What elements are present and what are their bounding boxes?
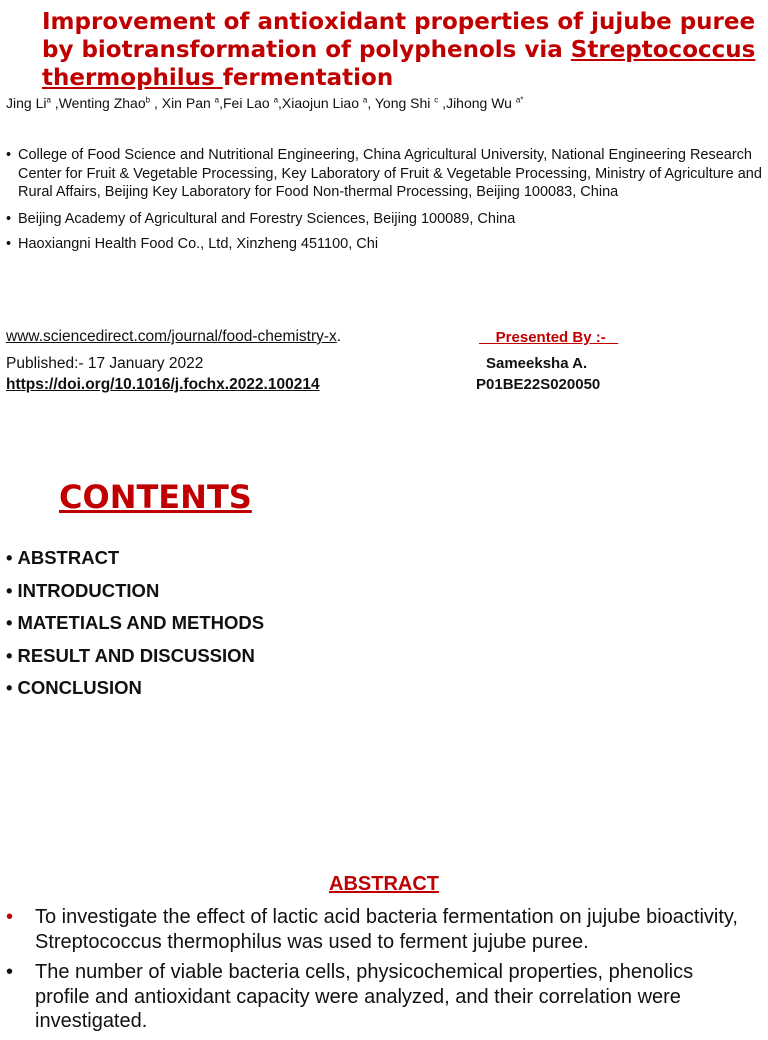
- author-name: Jing Li: [6, 95, 47, 111]
- affiliation-item: • College of Food Science and Nutritional Engineering, China Agricultural University, National Engineering Research Center for Fruit & Vegetable Processing, Key Laboratory of Fruit & Vegetable Processing, Ministry of Agriculture and Rural Affairs, Beijing Key Laboratory for Food Non-thermal Processing, Beijing 100083, China: [6, 146, 762, 202]
- author-affiliation-mark: a: [273, 95, 279, 105]
- journal-link[interactable]: www.sciencedirect.com/journal/food-chemistry-x: [6, 328, 337, 345]
- bullet-icon: •: [6, 906, 14, 928]
- affiliation-item: • Beijing Academy of Agricultural and Forestry Sciences, Beijing 100089, China: [6, 210, 762, 229]
- paper-title: [42, 8, 758, 92]
- title-text-end: fermentation: [222, 65, 394, 91]
- contents-item: • INTRODUCTION: [6, 580, 264, 613]
- published-date: Published:- 17 January 2022: [6, 355, 204, 372]
- author-list: [6, 95, 523, 111]
- affiliation-item: • Haoxiangni Health Food Co., Ltd, Xinzheng 451100, Chi: [6, 235, 762, 254]
- abstract-points: [6, 905, 746, 1040]
- contents-item: • MATETIALS AND METHODS: [6, 612, 264, 645]
- contents-list: [6, 547, 264, 710]
- title-organism: Streptococcus thermophilus: [42, 37, 756, 91]
- author-affiliation-mark: a: [362, 95, 368, 105]
- abstract-heading: ABSTRACT: [329, 873, 439, 895]
- contents-item: • CONCLUSION: [6, 677, 264, 710]
- author-affiliation-mark: a: [214, 95, 220, 105]
- presenter-name: Sameeksha A.: [486, 355, 588, 372]
- author-name: ,Fei Lao: [219, 95, 274, 111]
- author-name: ,Xiaojun Liao: [278, 95, 363, 111]
- author-affiliation-mark: a: [46, 95, 51, 105]
- presented-by-label: Presented By :-: [479, 329, 619, 346]
- presenter-id: P01BE22S020050: [476, 376, 601, 393]
- abstract-point-text: The number of viable bacteria cells, physicochemical properties, phenolics profile and antioxidant capacity were analyzed, and their correlation were investigated.: [35, 961, 694, 1032]
- author-affiliation-mark: b: [145, 95, 151, 105]
- author-affiliation-mark: c: [434, 95, 439, 105]
- author-name: , Xin Pan: [150, 95, 215, 111]
- journal-link-period: .: [336, 328, 342, 345]
- abstract-point-text: To investigate the effect of lactic acid bacteria fermentation on jujube bioactivity, Streptococcus thermophilus was used to ferment jujube puree.: [35, 906, 738, 953]
- bullet-icon: •: [6, 961, 14, 983]
- author-name: ,Jihong Wu: [438, 95, 516, 111]
- contents-item: • ABSTRACT: [6, 547, 264, 580]
- abstract-point: [6, 960, 746, 1034]
- abstract-point: [6, 905, 746, 954]
- author-name: , Yong Shi: [367, 95, 435, 111]
- contents-heading: CONTENTS: [59, 478, 252, 516]
- author-name: ,Wenting Zhao: [50, 95, 146, 111]
- journal-link-row: [6, 328, 341, 346]
- title-text: Improvement of antioxidant properties of jujube puree by biotransformation of polyphenols via: [42, 9, 756, 63]
- author-affiliation-mark: a*: [515, 95, 524, 105]
- doi-link[interactable]: https://doi.org/10.1016/j.fochx.2022.100214: [6, 376, 320, 393]
- contents-item: • RESULT AND DISCUSSION: [6, 645, 264, 678]
- affiliation-list: [6, 146, 762, 254]
